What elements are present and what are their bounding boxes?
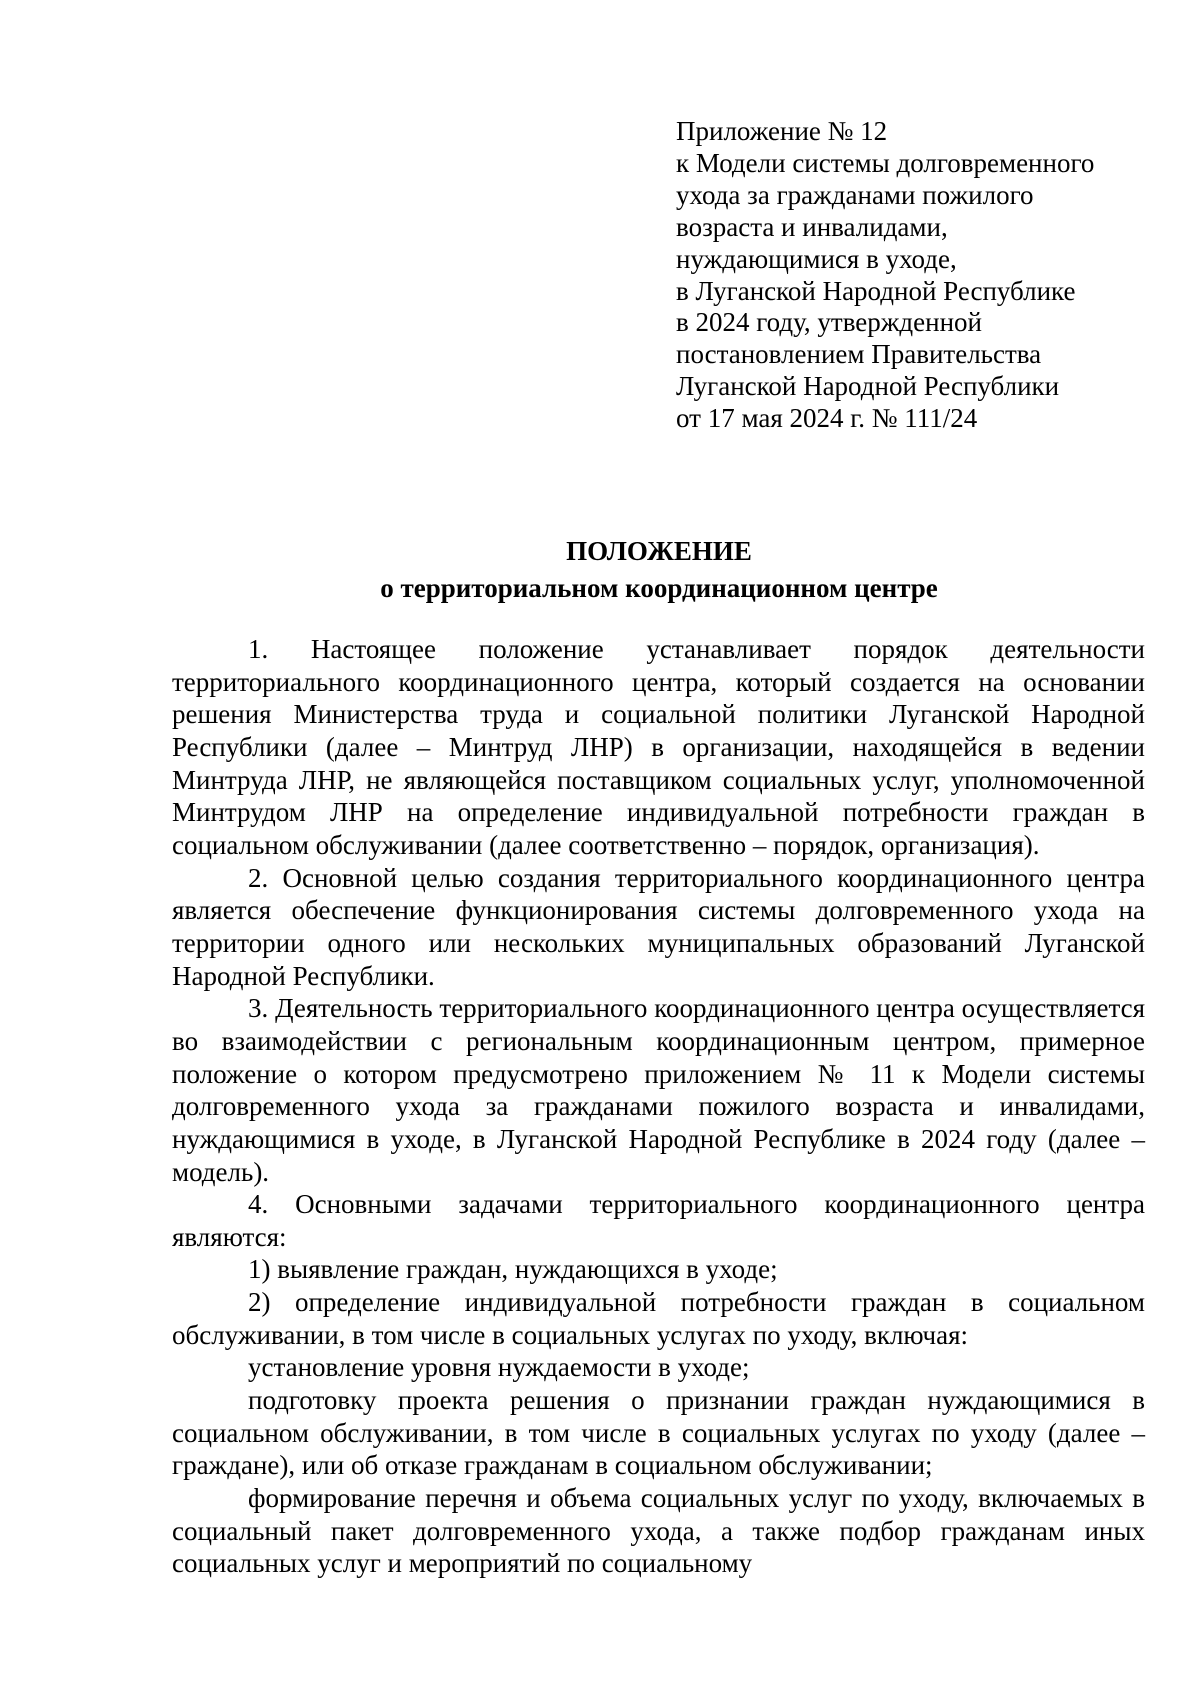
sub-item-1: установление уровня нуждаемости в уходе; <box>248 1352 750 1383</box>
paragraph-1: 1. Настоящее положение устанавливает порядок деятельности территориального координационного центра, который создается на основании решения Министерства труда и социальной политики Луганской Народной Республики (далее – Минтруд ЛНР) в организации, находящейся в ведении Минтруда ЛНР, не являющейся поставщиком социальных услуг, уполномоченной Минтрудом ЛНР на определение индивидуальной потребности граждан в социальном обслуживании (далее соответственно – порядок, организация). <box>172 634 1145 860</box>
document-title: ПОЛОЖЕНИЕ <box>566 536 752 566</box>
list-item-1: 1) выявление граждан, нуждающихся в уходе; <box>248 1254 778 1285</box>
appendix-line: в 2024 году, утвержденной <box>676 307 983 338</box>
appendix-line: к Модели системы долговременного <box>676 147 1095 178</box>
paragraph-2: 2. Основной целью создания территориального координационного центра является обеспечение функционирования системы долговременного ухода на территории одного или нескольких муниципальных образований Луганской Народной Республики. <box>172 862 1145 991</box>
appendix-line: Луганской Народной Республики <box>676 371 1060 402</box>
sub-item-2: подготовку проекта решения о признании граждан нуждающимися в социальном обслуживании, в том числе в социальных услугах по уходу (далее – граждане), или об отказе гражданам в социальном обслуживании; <box>172 1385 1145 1481</box>
appendix-line: от 17 мая 2024 г. № 111/24 <box>676 403 978 434</box>
appendix-line: нуждающимися в уходе, <box>676 243 957 274</box>
appendix-line: постановлением Правительства <box>676 339 1042 370</box>
paragraph-4: 4. Основными задачами территориального координационного центра являются: <box>172 1189 1145 1252</box>
appendix-line: ухода за гражданами пожилого <box>676 179 1034 210</box>
list-item-2: 2) определение индивидуальной потребности граждан в социальном обслуживании, в том числе в социальных услугах по уходу, включая: <box>172 1287 1145 1350</box>
appendix-line: возраста и инвалидами, <box>676 211 948 242</box>
paragraph-3: 3. Деятельность территориального координационного центра осуществляется во взаимодействии с региональным координационным центром, примерное положение о котором предусмотрено приложением № 11 к Модели системы долговременного ухода за гражданами пожилого возраста и инвалидами, нуждающимися в уходе, в Луганской Народной Республике в 2024 году (далее – модель). <box>172 993 1145 1187</box>
appendix-block <box>676 116 1156 435</box>
appendix-line: в Луганской Народной Республике <box>676 275 1076 306</box>
document-body <box>172 633 1145 1580</box>
sub-item-3: формирование перечня и объема социальных услуг по уходу, включаемых в социальный пакет долговременного ухода, а также подбор гражданам иных социальных услуг и мероприятий по социальному <box>172 1483 1145 1579</box>
appendix-line: Приложение № 12 <box>676 116 888 146</box>
document-subtitle: о территориальном координационном центре <box>380 573 938 603</box>
